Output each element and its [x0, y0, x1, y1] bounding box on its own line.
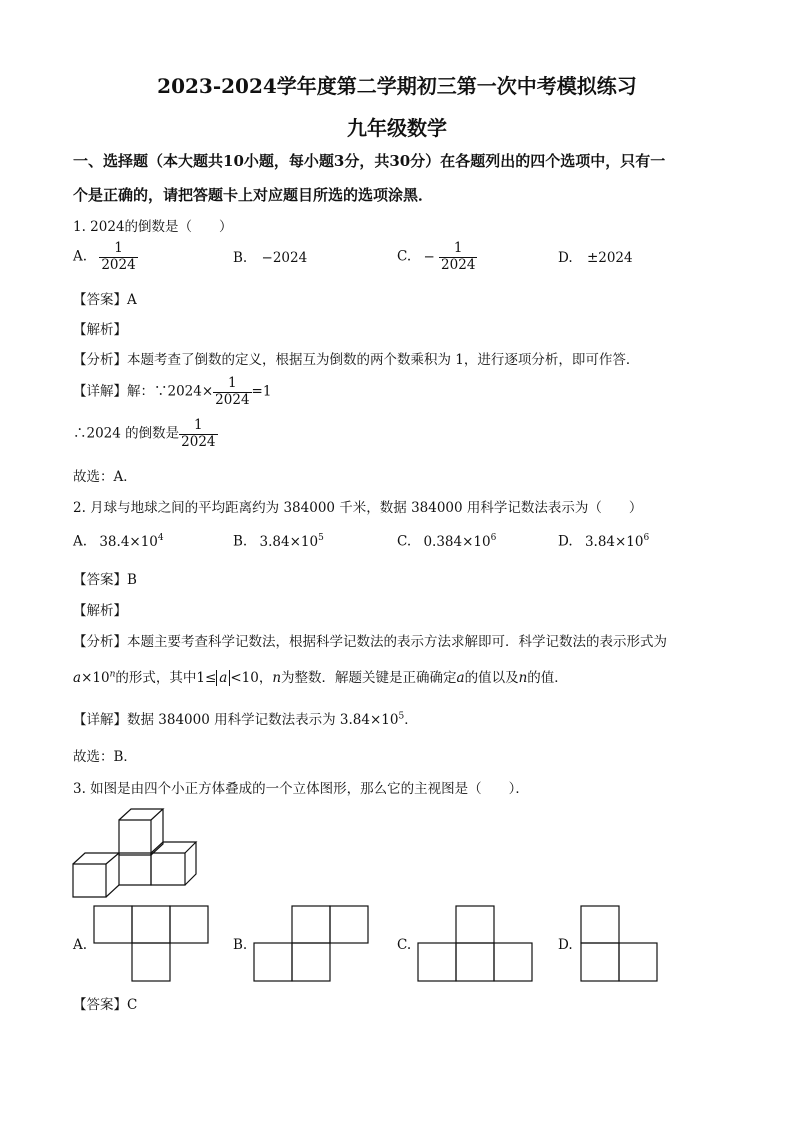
q1-option-c-label: C.	[397, 248, 412, 265]
q1-option-c-denominator: 2024	[441, 256, 476, 273]
page-title: 2023-2024学年度第二学期初三第一次中考模拟练习	[157, 74, 637, 98]
q2-option-a-base: 38.4×10	[99, 533, 158, 550]
section-instructions-line2: 个是正确的，请把答题卡上对应题目所选的选项涂黑．	[73, 186, 434, 204]
q1-detail-numerator: 1	[228, 375, 237, 391]
q2-form-n-exponent: n	[109, 669, 116, 680]
q1-detail-denominator: 2024	[215, 391, 250, 408]
q2-form-abs-a: a	[216, 670, 230, 686]
q1-option-a-fraction	[99, 241, 137, 273]
q2-stem: 2. 月球与地球之间的平均距离约为 384000 千米，数据 384000 用科学记数法表示为（ ）	[73, 500, 643, 516]
q2-option-b-base: 3.84×10	[259, 533, 319, 550]
q2-option-a-exponent: 4	[157, 533, 164, 543]
q1-therefore-denominator: 2024	[181, 433, 216, 450]
q1-therefore-prefix: ∴2024 的倒数是	[73, 425, 180, 442]
q2-analysis: 【分析】本题主要考查科学记数法，根据科学记数法的表示方法求解即可．科学记数法的表示形式为	[73, 634, 667, 650]
q1-option-a	[73, 241, 138, 273]
q3-answer: 【答案】C	[73, 997, 138, 1013]
q1-option-b	[233, 250, 307, 266]
q1-option-c-fraction	[439, 241, 477, 273]
q2-option-d-base: 3.84×10	[584, 533, 644, 550]
q3-option-c-label: C.	[397, 937, 412, 953]
q3-option-b-label: B.	[233, 937, 248, 953]
q1-option-a-numerator: 1	[114, 240, 123, 256]
q1-option-d-value: ±2024	[586, 250, 633, 266]
q1-therefore	[73, 418, 218, 450]
q3-option-a-label: A.	[73, 937, 88, 953]
q1-answer: 【答案】A	[73, 292, 137, 308]
q1-option-c	[397, 241, 477, 273]
q2-form-n3: n	[518, 670, 528, 686]
q1-stem: 1. 2024的倒数是（ ）	[73, 219, 233, 235]
q1-therefore-numerator: 1	[194, 417, 203, 433]
q1-option-a-label: A.	[73, 248, 88, 265]
q1-option-c-numerator: 1	[453, 240, 463, 256]
q1-analysis-heading: 【解析】	[73, 322, 127, 338]
q3-option-a-view	[93, 905, 209, 983]
q2-form-text3: 为整数．解题关键是正确确定	[281, 670, 457, 686]
q2-choice: 故选：B．	[73, 749, 137, 765]
q2-form-times: ×10	[81, 670, 110, 686]
section-instructions-line1: 一、选择题（本大题共10小题，每小题3分，共30分）在各题列出的四个选项中，只有一	[73, 152, 666, 170]
q2-option-b-label: B.	[233, 533, 248, 550]
q1-option-d	[558, 250, 633, 266]
q2-form-a2: a	[456, 670, 465, 686]
q2-option-b	[233, 533, 324, 550]
q2-form-text5: 的值．	[527, 670, 568, 686]
q2-option-c-exponent: 6	[490, 533, 497, 543]
q1-detail-fraction	[213, 376, 251, 408]
q1-option-c-sign: −	[423, 248, 435, 265]
q1-analysis: 【分析】本题考查了倒数的定义，根据互为倒数的两个数乘积为 1，进行逐项分析，即可作答．	[73, 352, 640, 368]
q2-option-c-base: 0.384×10	[423, 533, 491, 550]
q2-option-b-exponent: 5	[318, 533, 324, 543]
q2-detail-end: ．	[404, 712, 418, 728]
q2-analysis-heading: 【解析】	[73, 603, 127, 619]
q1-detail-suffix: =1	[251, 383, 272, 400]
q1-detail-prefix: 【详解】解：∵2024×	[73, 383, 214, 400]
q2-form-text2: <10，	[230, 670, 273, 686]
q2-form-text4: 的值以及	[464, 670, 519, 686]
q1-option-b-value: −2024	[261, 250, 308, 266]
q3-option-d-label: D.	[558, 937, 573, 953]
q2-detail-text: 【详解】数据 384000 用科学记数法表示为 3.84×10	[73, 712, 399, 728]
q1-therefore-fraction	[179, 418, 217, 450]
q2-option-d-label: D.	[558, 533, 573, 550]
q2-answer: 【答案】B	[73, 572, 137, 588]
q2-detail	[73, 708, 418, 728]
q1-detail	[73, 376, 271, 408]
q1-option-b-label: B.	[233, 250, 248, 266]
q2-option-d-exponent: 6	[643, 533, 650, 543]
q3-option-d-view	[580, 905, 658, 983]
q3-stem: 3. 如图是由四个小正方体叠成的一个立体图形，那么它的主视图是（ ）．	[73, 781, 529, 797]
q2-option-a-label: A.	[73, 533, 88, 550]
q1-option-d-label: D.	[558, 250, 573, 266]
q1-choice: 故选：A．	[73, 469, 137, 485]
page-subtitle: 九年级数学	[347, 116, 447, 140]
q2-form-n: n	[272, 670, 282, 686]
q2-option-a	[73, 533, 164, 550]
q2-form-a: a	[73, 670, 82, 686]
q3-cube-figure	[70, 805, 202, 900]
q3-option-b-view	[253, 905, 369, 983]
q3-option-c-view	[417, 905, 533, 983]
q2-analysis-form	[73, 666, 568, 686]
q2-option-c-label: C.	[397, 533, 412, 550]
q2-option-c	[397, 533, 496, 550]
q1-option-a-denominator: 2024	[101, 256, 136, 273]
q2-detail-exponent: 5	[398, 711, 405, 722]
q2-option-d	[558, 533, 649, 550]
q2-form-text1: 的形式，其中1≤	[115, 670, 217, 686]
